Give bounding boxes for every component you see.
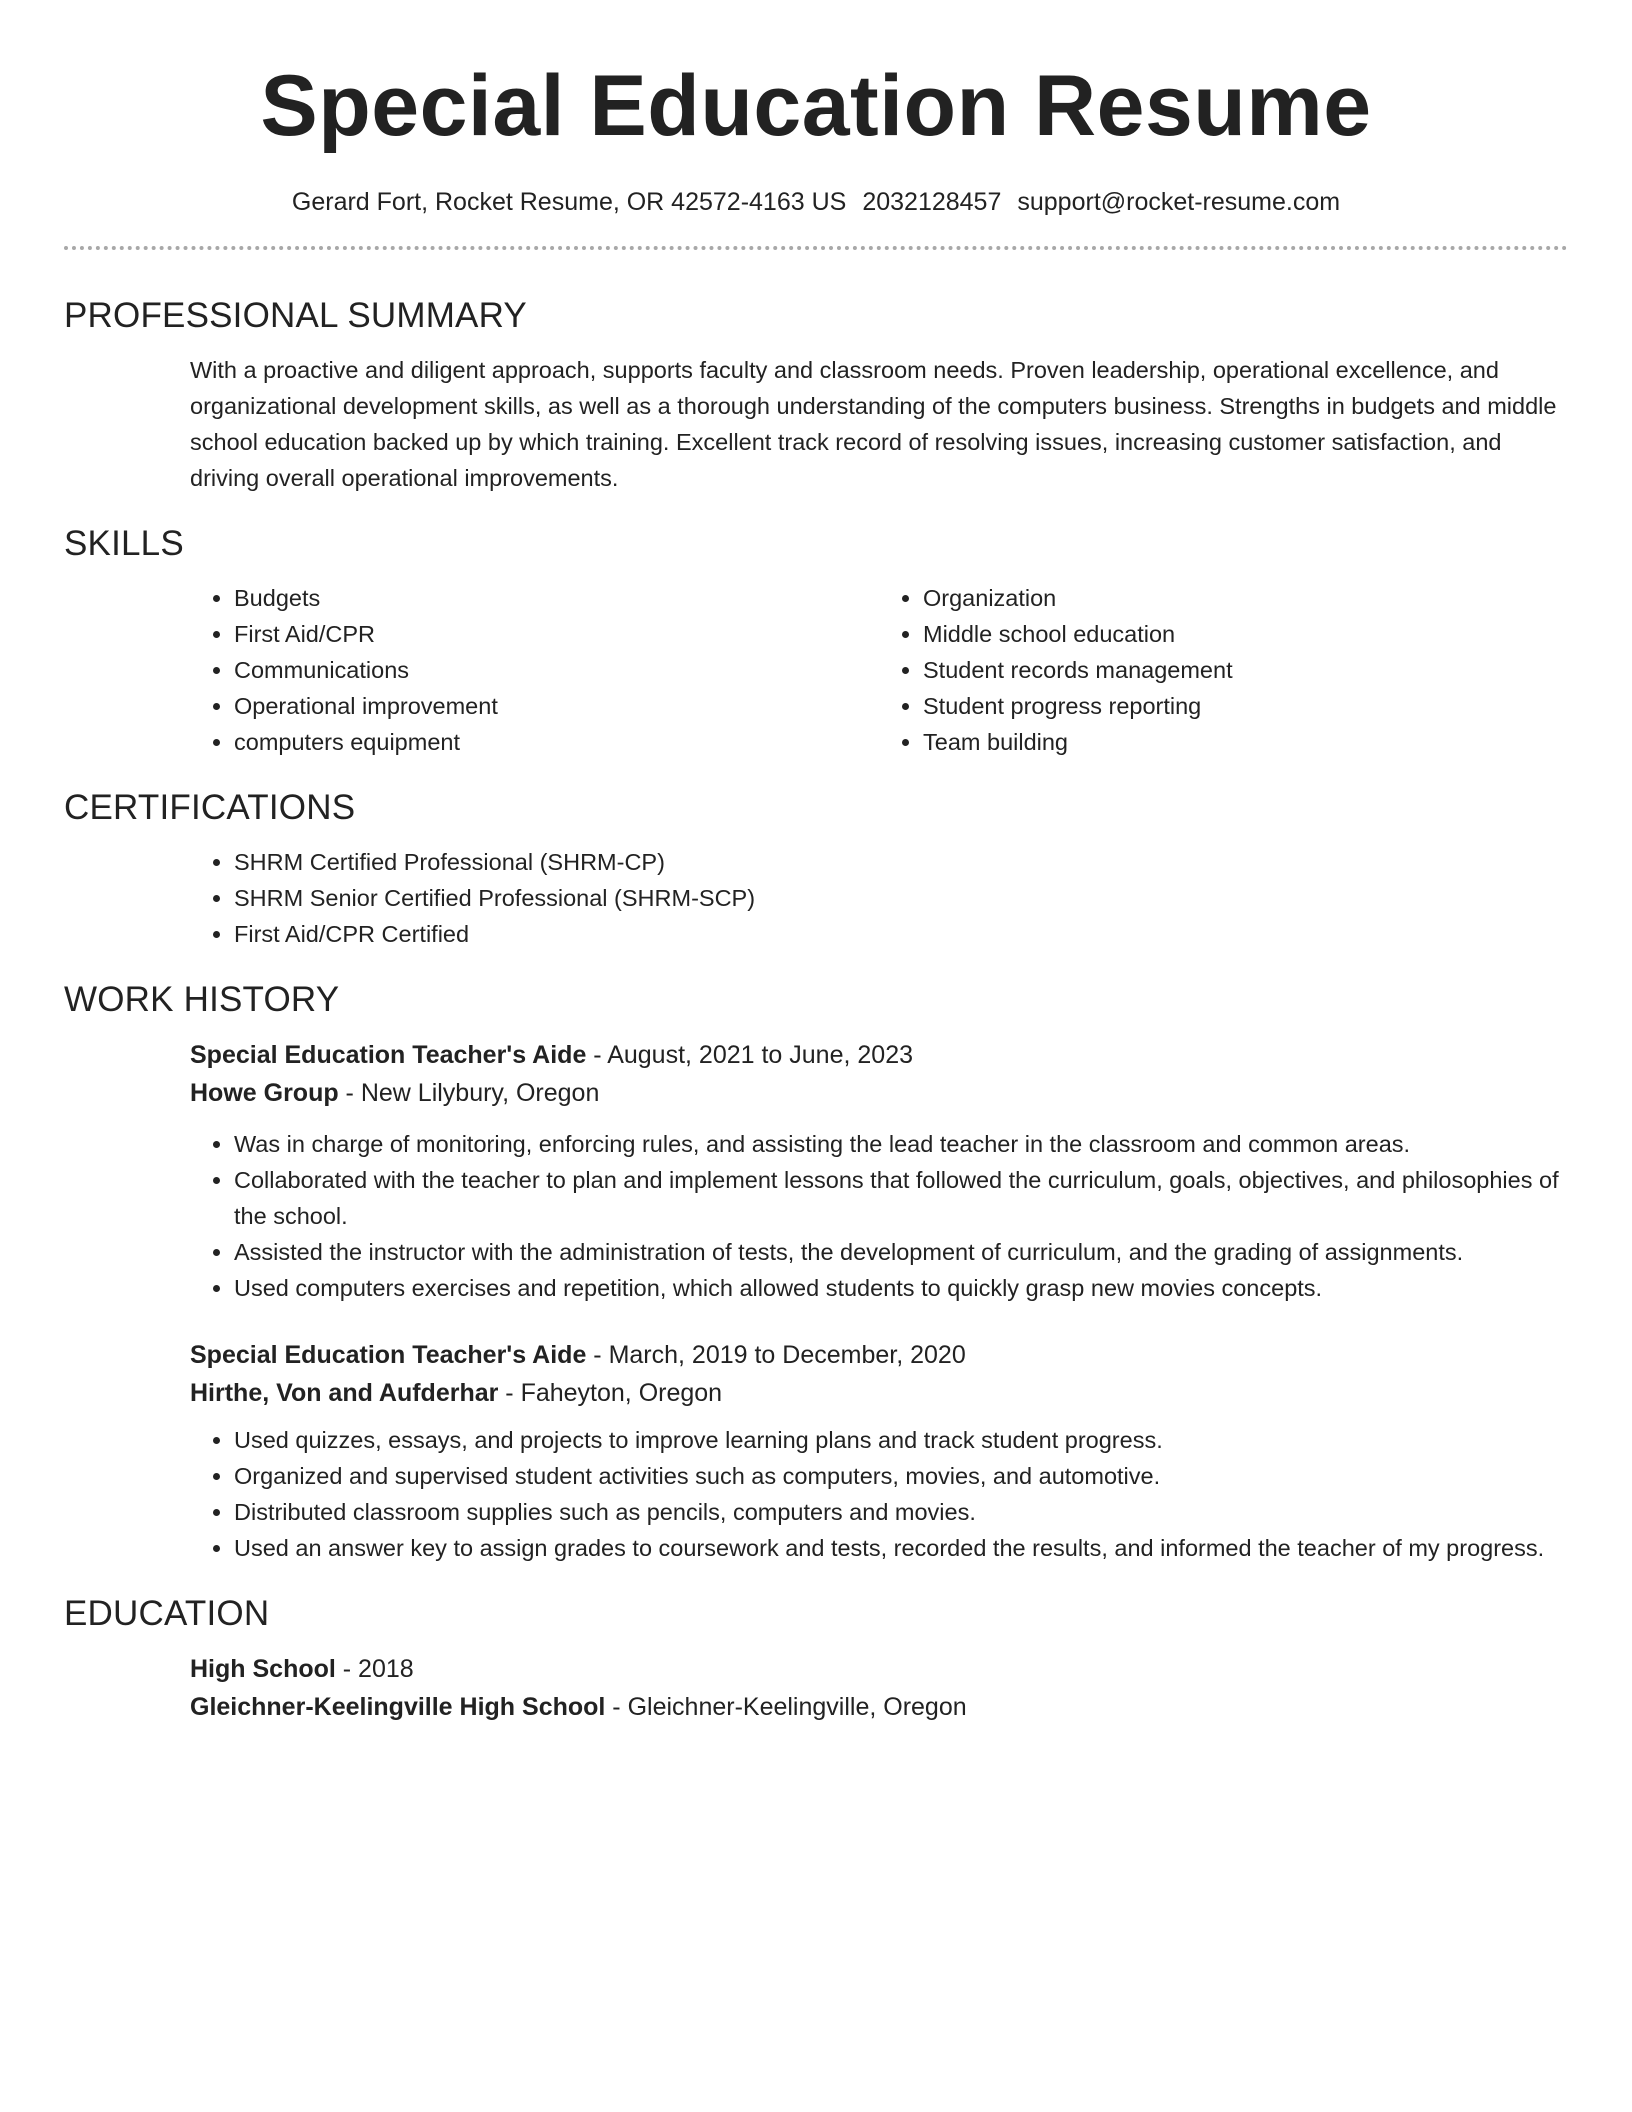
- skill-item: • Organization: [923, 580, 1568, 616]
- job-location: - New Lilybury, Oregon: [338, 1079, 600, 1107]
- job-title: Special Education Teacher's Aide: [190, 1041, 587, 1069]
- skill-item: • Student records management: [923, 652, 1568, 688]
- education-school-line: [190, 1688, 1568, 1726]
- contact-info: [64, 185, 1568, 219]
- job-bullet: • Assisted the instructor with the administration of tests, the development of curriculum, and the grading of assignments.: [234, 1234, 1568, 1270]
- job-bullet: • Used computers exercises and repetition, which allowed students to quickly grasp new movies concepts.: [234, 1270, 1568, 1306]
- certification-item: • First Aid/CPR Certified: [234, 916, 1568, 952]
- work-heading: WORK HISTORY: [64, 980, 340, 1019]
- contact-phone: 2032128457: [862, 188, 1002, 216]
- education-degree-line: [190, 1650, 1568, 1688]
- summary-section: [190, 352, 1568, 496]
- job-bullet: • Collaborated with the teacher to plan and implement lessons that followed the curriculum, goals, objectives, and philosophies of the school.: [234, 1162, 1568, 1234]
- skills-list-left: [190, 580, 879, 760]
- job-company-line: [190, 1074, 1568, 1112]
- certification-item: • SHRM Certified Professional (SHRM-CP): [234, 844, 1568, 880]
- job-company: Howe Group: [190, 1079, 339, 1107]
- certifications-heading: CERTIFICATIONS: [64, 788, 356, 827]
- skill-item: • computers equipment: [234, 724, 879, 760]
- skill-item: • Budgets: [234, 580, 879, 616]
- page-title: Special Education Resume: [260, 58, 1372, 154]
- job-company-line: [190, 1374, 1568, 1412]
- job-dates: - March, 2019 to December, 2020: [586, 1341, 966, 1369]
- job-bullets: [190, 1126, 1568, 1306]
- education-degree: High School: [190, 1655, 336, 1683]
- job-bullet: • Distributed classroom supplies such as pencils, computers and movies.: [234, 1494, 1568, 1530]
- certifications-section: [190, 844, 1568, 952]
- certification-item: • SHRM Senior Certified Professional (SHRM-SCP): [234, 880, 1568, 916]
- job-bullet: • Used quizzes, essays, and projects to improve learning plans and track student progress.: [234, 1422, 1568, 1458]
- job-entry: [190, 1336, 1568, 1566]
- skill-item: • Communications: [234, 652, 879, 688]
- job-dates: - August, 2021 to June, 2023: [586, 1041, 913, 1069]
- education-heading: EDUCATION: [64, 1594, 270, 1633]
- job-title: Special Education Teacher's Aide: [190, 1341, 587, 1369]
- skills-list-right: [879, 580, 1568, 760]
- job-bullet: • Organized and supervised student activities such as computers, movies, and automotive.: [234, 1458, 1568, 1494]
- job-bullets: [190, 1422, 1568, 1566]
- skill-item: • Student progress reporting: [923, 688, 1568, 724]
- skills-section: [190, 580, 1568, 760]
- certifications-list: [190, 844, 1568, 952]
- job-title-line: [190, 1036, 1568, 1074]
- job-company: Hirthe, Von and Aufderhar: [190, 1379, 499, 1407]
- job-bullet: • Was in charge of monitoring, enforcing rules, and assisting the lead teacher in the classroom and common areas.: [234, 1126, 1568, 1162]
- education-year: - 2018: [335, 1655, 414, 1683]
- contact-address: Gerard Fort, Rocket Resume, OR 42572-4163 US: [291, 188, 847, 216]
- skills-heading: SKILLS: [64, 524, 184, 563]
- summary-text: With a proactive and diligent approach, supports faculty and classroom needs. Proven leadership, operational excellence, and organizational development skills, as well as a thorough understanding of the computers business. Strengths in budgets and middle school education backed up by which training. Excellent track record of resolving issues, increasing customer satisfaction, and driving overall operational improvements.: [190, 357, 1557, 491]
- header-divider: [64, 246, 1568, 250]
- skill-item: • Team building: [923, 724, 1568, 760]
- work-section: [190, 1036, 1568, 1566]
- resume-page: [64, 0, 1568, 1726]
- job-entry: [190, 1036, 1568, 1306]
- job-location: - Faheyton, Oregon: [498, 1379, 723, 1407]
- education-section: [190, 1650, 1568, 1726]
- education-school: Gleichner-Keelingville High School: [190, 1693, 606, 1721]
- contact-email: support@rocket-resume.com: [1017, 188, 1341, 216]
- skill-item: • First Aid/CPR: [234, 616, 879, 652]
- job-bullet: • Used an answer key to assign grades to coursework and tests, recorded the results, and informed the teacher of my progress.: [234, 1530, 1568, 1566]
- education-location: - Gleichner-Keelingville, Oregon: [605, 1693, 967, 1721]
- skill-item: • Middle school education: [923, 616, 1568, 652]
- job-title-line: [190, 1336, 1568, 1374]
- skill-item: • Operational improvement: [234, 688, 879, 724]
- summary-heading: PROFESSIONAL SUMMARY: [64, 296, 527, 335]
